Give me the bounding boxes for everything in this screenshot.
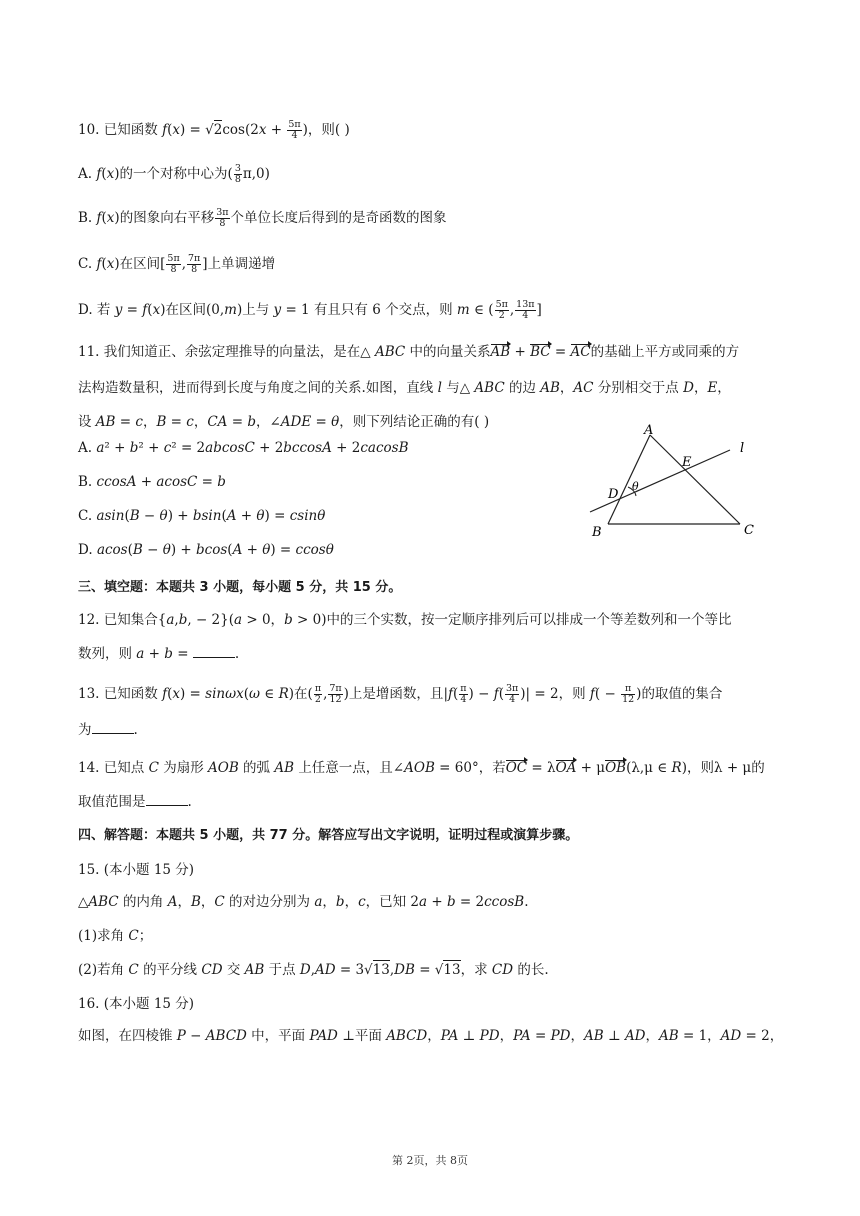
text: ，若 xyxy=(478,760,506,776)
option-label: D. 若 xyxy=(78,302,111,318)
math: f xyxy=(162,122,168,138)
option-text: 的一个对称中心为( xyxy=(119,166,233,182)
text: 11. 我们知道正、余弦定理推导的向量法，是在△ xyxy=(78,344,371,360)
text: . xyxy=(133,722,138,738)
text: 法构造数量积，进而得到长度与角度之间的关系.如图，直线 xyxy=(78,380,434,396)
label-l: l xyxy=(740,441,745,456)
q10-stem-text: 10. 已知函数 xyxy=(78,122,158,138)
text: ， xyxy=(559,380,574,396)
section-4-heading: 四、解答题：本题共 5 小题，共 77 分。解答应写出文字说明，证明过程或演算步骤。 xyxy=(78,828,579,843)
text: 的弧 xyxy=(243,760,271,776)
q15-line1: △ABC 的内角 A，B，C 的对边分别为 a，b，c，已知 2a + b = 2ccosB. xyxy=(78,894,529,910)
text: . xyxy=(234,646,240,662)
q10-stem: 10. 已知函数 f(x) = √2cos(2x + $\frac{5\pi}{4}$ )，则( ) xyxy=(78,119,350,141)
text: 于点 xyxy=(268,962,296,978)
text: ，则λ + μ的 xyxy=(686,760,765,776)
text: ，求 xyxy=(460,962,488,978)
text: 的基础上平方或同乘的方 xyxy=(590,344,740,360)
text: ； xyxy=(138,928,153,944)
q11-option-b: B. ccosA + acosC = b xyxy=(78,474,226,490)
text: )上是增函数，且 xyxy=(343,686,444,702)
q10-option-a: A. f(x)的一个对称中心为( $\frac{3}{8}$ π,0) xyxy=(78,163,270,185)
text: (2)若角 xyxy=(78,962,125,978)
text: 在( xyxy=(294,686,313,702)
text: ，则 xyxy=(558,686,586,702)
q11-line3: 设 AB = c，B = c，CA = b，∠ADE = θ，则下列结论正确的有( ) xyxy=(78,414,490,430)
text: 13. 已知函数 xyxy=(78,686,158,702)
answer-blank[interactable] xyxy=(193,645,235,658)
line-l xyxy=(590,450,730,512)
q11-option-c: C. asin(B − θ) + bsin(A + θ) = csinθ xyxy=(78,508,326,524)
page-footer: 第 2页，共 8页 xyxy=(392,1154,468,1167)
answer-blank[interactable] xyxy=(92,721,134,734)
text: 的长. xyxy=(517,962,549,978)
label-theta: θ xyxy=(632,480,639,493)
label-e: E xyxy=(682,455,692,470)
text: (1)求角 xyxy=(78,928,125,944)
option-label: C. xyxy=(78,508,93,524)
q15-part1: (1)求角 C； xyxy=(78,928,153,944)
q13-line1: 13. 已知函数 f(x) = sinωx(ω ∈ R)在( $\frac{\pi}{2}$ , $\frac{7\pi}{12}$ )上是增函数，且|f( $\frac{\pi}{4}$ ) − f( $\frac{3\pi}{4}$ )| = 2，则 f( − $\frac{\pi}{12}$ )的取值的集合 xyxy=(78,683,723,705)
text: 中的三个实数，按一定顺序排列后可以排成一个等差数列和一个等比 xyxy=(326,612,732,628)
option-text: 的图象向右平移 xyxy=(119,210,215,226)
text: 分别相交于点 xyxy=(597,380,679,396)
q16-line1: 如图，在四棱锥 P − ABCD 中，平面 PAD ⊥平面 ABCD，PA ⊥ PD，PA = PD，AB ⊥ AD，AB = 1，AD = 2， xyxy=(78,1028,784,1044)
option-text: 在区间[ xyxy=(119,256,166,272)
label-d: D xyxy=(608,487,619,502)
option-text: 在区间(0, xyxy=(165,302,225,318)
text: ，已知 xyxy=(365,894,407,910)
option-label: B. xyxy=(78,474,93,490)
q11-option-d: D. acos(B − θ) + bcos(A + θ) = ccosθ xyxy=(78,542,334,558)
text: 取值范围是 xyxy=(78,794,146,810)
option-label: A. xyxy=(78,440,93,456)
q13-line2 xyxy=(78,718,138,738)
option-label: B. xyxy=(78,210,93,226)
section-3-heading: 三、填空题：本题共 3 小题，每小题 5 分，共 15 分。 xyxy=(78,580,402,595)
side-ab xyxy=(608,435,650,524)
q16-header: 16. (本小题 15 分) xyxy=(78,996,195,1012)
text: 如图，在四棱锥 xyxy=(78,1028,173,1044)
triangle-figure xyxy=(588,420,768,542)
option-text: 有且只有 6 个交点，则 xyxy=(313,302,453,318)
text: 交 xyxy=(226,962,241,978)
text: 的平分线 xyxy=(143,962,198,978)
label-c: C xyxy=(744,523,754,538)
label-a: A xyxy=(644,423,654,438)
q10-then: ，则( ) xyxy=(307,122,350,138)
text: 则下列结论正确的有( ) xyxy=(352,414,490,430)
text: ⊥平面 xyxy=(342,1028,382,1044)
text: 中的向量关系 xyxy=(409,344,491,360)
text: 上任意一点，且∠ xyxy=(298,760,405,776)
text: 为扇形 xyxy=(163,760,204,776)
option-text: )上与 xyxy=(236,302,270,318)
option-text: ]上单调递增 xyxy=(202,256,276,272)
text: 的对边分别为 xyxy=(229,894,311,910)
label-b: B xyxy=(592,525,602,540)
text: ， xyxy=(693,380,708,396)
q15-part2: (2)若角 C 的平分线 CD 交 AB 于点 D,AD = 3√13,DB = √13，求 CD 的长. xyxy=(78,962,549,978)
text: 数列，则 xyxy=(78,646,132,662)
text: 为 xyxy=(78,722,92,738)
q11-line1: 11. 我们知道正、余弦定理推导的向量法，是在△ ABC 中的向量关系AB + BC = AC的基础上平方或同乘的方 xyxy=(78,344,740,360)
text: 的边 xyxy=(508,380,536,396)
q14-line2 xyxy=(78,790,192,810)
answer-blank[interactable] xyxy=(146,793,188,806)
text: 中，平面 xyxy=(251,1028,306,1044)
text: 与△ xyxy=(446,380,471,396)
q10-option-b: B. f(x)的图象向右平移 $\frac{3\pi}{8}$ 个单位长度后得到的是奇函数的图象 xyxy=(78,207,447,229)
q10-option-c: C. f(x)在区间[ $\frac{5\pi}{8}$ , $\frac{7\pi}{8}$ ]上单调递增 xyxy=(78,253,276,275)
option-label: C. xyxy=(78,256,93,272)
text: △ xyxy=(78,894,89,910)
q12-line1: 12. 已知集合{a,b, − 2}(a > 0，b > 0)中的三个实数，按一定顺序排列后可以排成一个等差数列和一个等比 xyxy=(78,612,732,628)
text: 的内角 xyxy=(122,894,164,910)
option-text: 个单位长度后得到的是奇函数的图象 xyxy=(230,210,447,226)
text: 12. 已知集合 xyxy=(78,612,158,628)
q12-line2: 数列，则 a + b = . xyxy=(78,646,240,662)
q11-line2: 法构造数量积，进而得到长度与角度之间的关系.如图，直线 l 与△ ABC 的边 AB，AC 分别相交于点 D，E， xyxy=(78,380,731,396)
q10-option-d: D. 若 y = f(x)在区间(0,m)上与 y = 1 有且只有 6 个交点，则 m ∈ ( $\frac{5\pi}{2}$ , $\frac{13\pi}{4}$ ] xyxy=(78,299,542,321)
text: . xyxy=(187,794,192,810)
option-label: D. xyxy=(78,542,93,558)
q15-header: 15. (本小题 15 分) xyxy=(78,862,195,878)
text: 14. 已知点 xyxy=(78,760,145,776)
text: 的取值的集合 xyxy=(641,686,723,702)
q11-option-a: A. a² + b² + c² = 2abcosC + 2bccosA + 2cacosB xyxy=(78,440,409,456)
q14-line1: 14. 已知点 C 为扇形 AOB 的弧 AB 上任意一点，且∠AOB = 60°，若OC = λOA + μOB(λ,μ ∈ R)，则λ + μ的 xyxy=(78,760,765,776)
option-label: A. xyxy=(78,166,93,182)
text: 设 xyxy=(78,414,92,430)
